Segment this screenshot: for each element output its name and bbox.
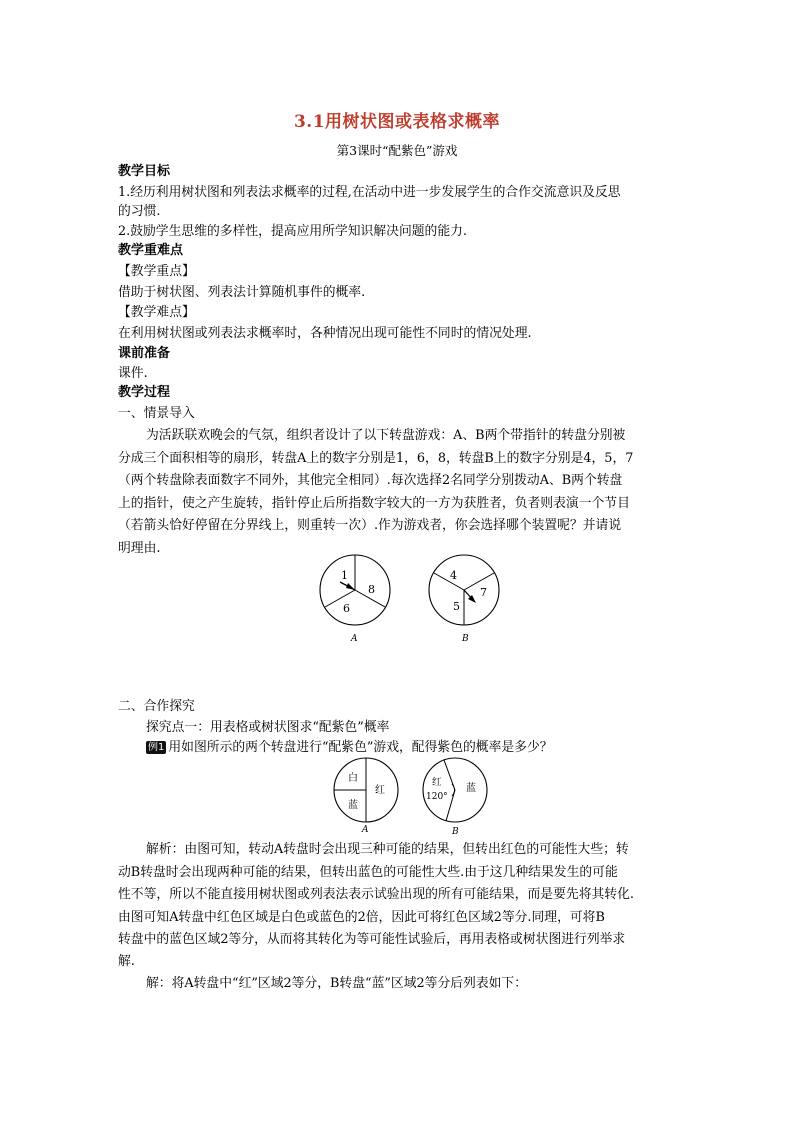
part-1-heading: 一、情景导入 [118, 406, 195, 421]
color-spinner-a-red: 红 [375, 785, 385, 796]
color-spinner-b [423, 758, 487, 836]
figure-number-spinners [310, 552, 510, 648]
color-spinner-a-white: 白 [348, 773, 358, 784]
spinner-a-number-1: 1 [341, 569, 348, 582]
page-subtitle: 第3课时“配紫色”游戏 [336, 143, 458, 158]
example-1-text: 用如图所示的两个转盘进行“配紫色”游戏，配得紫色的概率是多少？ [168, 740, 553, 755]
example-badge: 例1 [148, 742, 165, 753]
intro-line-3: （两个转盘除表面数字不同外，其他完全相同）.每次选择2名同学分别拨动A、B两个转盘 [118, 473, 623, 488]
spinner-a-caption: A [351, 634, 358, 644]
figure-color-spinners [328, 752, 498, 836]
color-spinner-b-caption: B [452, 827, 459, 836]
color-spinner-b-blue: 蓝 [466, 783, 476, 794]
intro-line-1: 为活跃联欢晚会的气氛，组织者设计了以下转盘游戏：A、B两个带指针的转盘分别被 [146, 428, 626, 443]
spinner-a-arrowhead [346, 583, 355, 590]
difficulty-label: 【教学难点】 [118, 305, 195, 320]
analysis-line-6: 解. [118, 954, 135, 969]
part-2-heading: 二、合作探究 [118, 699, 195, 714]
key-point-label: 【教学重点】 [118, 264, 195, 279]
analysis-line-2: 动B转盘时会出现两种可能的结果，但转出蓝色的可能性大些.由于这几种结果发生的可能 [118, 865, 618, 880]
goal-1-line-2: 的习惯. [118, 204, 161, 219]
analysis-line-3: 性不等，所以不能直接用树状图或列表法表示试验出现的所有可能结果，而是要先将其转化. [118, 887, 634, 902]
goal-1-line-1: 1.经历利用树状图和列表法求概率的过程,在活动中进一步发展学生的合作交流意识及反思 [118, 185, 621, 200]
explore-point-1: 探究点一：用表格或树状图求“配紫色”概率 [146, 720, 390, 735]
solution-line: 解：将A转盘中“红”区域2等分，B转盘“蓝”区域2等分后列表如下： [146, 976, 528, 991]
intro-line-2: 分成三个面积相等的扇形，转盘A上的数字分别是1，6，8，转盘B上的数字分别是4，5，7 [118, 451, 634, 466]
intro-line-6: 明理由. [118, 541, 161, 556]
color-spinner-b-angle: 120° [426, 792, 448, 802]
color-spinner-a-caption: A [362, 825, 369, 835]
intro-line-4: 上的指针，使之产生旋转，指针停止后所指数字较大的一方为获胜者，负者则表演一个节目 [118, 496, 630, 511]
spinner-b [429, 555, 499, 644]
heading-process: 教学过程 [118, 385, 171, 400]
page-title: 3.1用树状图或表格求概率 [293, 112, 501, 132]
spinner-b-number-7: 7 [480, 586, 487, 599]
key-point-text: 借助于树状图、列表法计算随机事件的概率. [118, 285, 366, 300]
intro-line-5: （若箭头恰好停留在分界线上，则重转一次）.作为游戏者，你会选择哪个装置呢？并请说 [118, 518, 622, 533]
spinner-b-number-5: 5 [453, 600, 460, 613]
analysis-line-5: 转盘中的蓝色区域2等分，从而将其转化为等可能性试验后，再用表格或树状图进行列举求 [118, 932, 626, 947]
analysis-line-4: 由图可知A转盘中红色区域是白色或蓝色的2倍，因此可将红色区域2等分.同理，可将B [118, 910, 605, 925]
spinner-a-number-8: 8 [368, 583, 375, 596]
difficulty-text: 在利用树状图或列表法求概率时，各种情况出现可能性不同时的情况处理. [118, 326, 532, 341]
color-spinner-b-red: 红 [432, 777, 442, 788]
goal-2: 2.鼓励学生思维的多样性，提高应用所学知识解决问题的能力. [118, 224, 467, 239]
spinner-a [320, 555, 390, 644]
heading-preparation: 课前准备 [118, 346, 171, 361]
heading-goals: 教学目标 [118, 164, 171, 179]
heading-key-points: 教学重难点 [118, 243, 184, 258]
analysis-line-1: 解析：由图可知，转动A转盘时会出现三种可能的结果，但转出红色的可能性大些；转 [146, 842, 629, 857]
color-spinner-a [334, 758, 398, 835]
spinner-b-number-4: 4 [450, 569, 457, 582]
preparation-text: 课件. [118, 366, 148, 381]
spinner-b-caption: B [462, 634, 469, 644]
spinner-a-number-6: 6 [343, 602, 350, 615]
color-spinner-a-blue: 蓝 [348, 800, 358, 811]
